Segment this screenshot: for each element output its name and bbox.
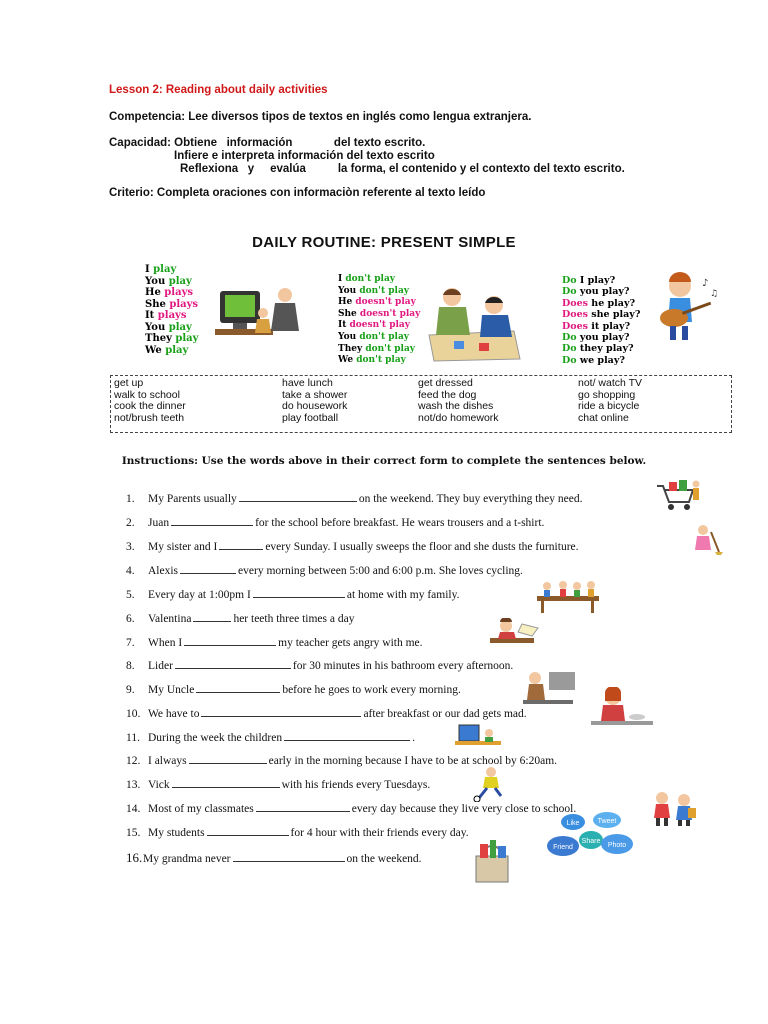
svg-text:♫: ♫ [710, 289, 719, 299]
sentence-start: My students [148, 827, 205, 839]
kids-playing-picture [424, 285, 524, 363]
word-item: get dressed [418, 377, 473, 389]
word-item: walk to school [114, 388, 180, 401]
sentence-end: for the school before breakfast. He wears trousers and a t-shirt. [255, 517, 545, 529]
sentence-start: We have to [148, 708, 200, 720]
question-rest: they play? [579, 343, 634, 355]
verb: don't play [356, 355, 406, 366]
criterio-text: Criterio: Completa oraciones con informaciòn referente al texto leído [109, 187, 486, 199]
auxiliary: Do [562, 275, 577, 286]
sentence-end: . [412, 732, 415, 744]
lesson-title: Lesson 2: Reading about daily activities [109, 84, 328, 96]
que-row [562, 309, 640, 320]
auxiliary: Does [562, 320, 588, 332]
sentence-1 [126, 491, 582, 505]
sentence-start: Valentina [148, 613, 192, 625]
sentence-number: 15. [126, 827, 141, 839]
sentence-end: every day because they live very close to school. [351, 803, 577, 815]
aff-row [145, 345, 198, 357]
pronoun: We [145, 344, 162, 356]
aff-row [145, 287, 198, 299]
svg-text:♪: ♪ [702, 278, 709, 289]
negative-column [338, 274, 420, 367]
verb: don't play [359, 285, 410, 296]
answer-blank[interactable] [201, 706, 361, 717]
sentence-2 [126, 515, 544, 529]
sentence-number: 14. [126, 803, 141, 815]
sentence-number: 2. [126, 517, 135, 529]
word-item: wash the dishes [418, 400, 494, 413]
shopping-cart-picture [655, 478, 700, 512]
boy-guitar-picture [652, 272, 722, 344]
sentence-start: Alexis [148, 565, 179, 577]
que-row [562, 355, 640, 366]
word-column-3 [418, 378, 499, 424]
sentence-start: My Uncle [148, 684, 195, 696]
answer-blank[interactable] [172, 777, 280, 788]
verb: don't play [359, 331, 410, 342]
sentence-number: 1. [126, 493, 135, 505]
sentence-number: 10. [126, 708, 141, 720]
pronoun: She [145, 298, 166, 310]
pronoun: I [338, 274, 343, 284]
sentence-end: for 30 minutes in his bathroom every afternoon. [292, 660, 514, 672]
bubble-friend: Friend [553, 844, 573, 851]
word-item: play football [282, 411, 339, 424]
bubble-tweet: Tweet [597, 818, 617, 825]
auxiliary: Does [562, 309, 588, 321]
aff-row [145, 299, 198, 311]
sentence-number: 7. [126, 637, 135, 649]
sentence-end: every morning between 5:00 and 6:00 p.m. She loves cycling. [238, 565, 523, 577]
aff-row [145, 310, 198, 322]
pronoun: They [145, 333, 172, 344]
word-item: have lunch [282, 377, 333, 389]
sentence-9 [126, 682, 461, 696]
sentence-14 [126, 801, 576, 815]
word-item: not/do homework [418, 411, 499, 424]
homework-picture [488, 618, 544, 652]
word-column-1 [114, 378, 186, 424]
que-row [562, 275, 640, 286]
que-row [562, 286, 640, 297]
sentence-end: before he goes to work every morning. [282, 684, 461, 696]
aff-row [145, 264, 198, 276]
neg-row [338, 320, 420, 332]
family-lunch-picture [533, 580, 603, 614]
washing-dishes-picture [589, 687, 655, 729]
word-box [110, 375, 732, 433]
pronoun: It [338, 320, 347, 331]
verb: plays [157, 310, 187, 321]
sentence-end: her teeth three times a day [233, 613, 355, 625]
sentence-start: Lider [148, 660, 173, 672]
word-item: ride a bicycle [578, 400, 640, 413]
question-rest: I play? [579, 275, 616, 286]
sentence-number: 6. [126, 613, 135, 625]
sentence-number: 13. [126, 779, 141, 791]
sentence-16 [126, 850, 422, 866]
neg-row [338, 274, 420, 286]
bubble-photo: Photo [607, 842, 627, 849]
verb: play [175, 333, 199, 344]
neg-row [338, 332, 420, 344]
verb: doesn't play [355, 297, 416, 308]
verb: play [168, 321, 192, 333]
sentence-start: Every day at 1:00pm I [148, 589, 251, 601]
word-item: cook the dinner [114, 400, 186, 413]
auxiliary: Do [562, 332, 577, 344]
answer-blank[interactable] [256, 801, 350, 812]
word-item: not/ watch TV [578, 377, 643, 389]
neg-row [338, 355, 420, 367]
watching-tv-picture [215, 283, 310, 343]
answer-blank[interactable] [189, 753, 267, 764]
verb: play [153, 264, 177, 275]
question-rest: you play? [579, 332, 630, 344]
sentence-11 [126, 730, 415, 744]
kids-walking-picture [648, 790, 700, 828]
sentence-start: My Parents usually [148, 493, 237, 505]
neg-row [338, 309, 420, 321]
sentence-number: 8. [126, 660, 135, 672]
verb: doesn't play [349, 320, 410, 331]
sentence-number: 16. [126, 850, 143, 865]
sentence-13 [126, 777, 430, 791]
answer-blank[interactable] [193, 611, 231, 622]
question-rest: he play? [591, 297, 636, 309]
auxiliary: Do [562, 354, 577, 366]
sentence-number: 12. [126, 755, 141, 767]
answer-blank[interactable] [253, 587, 345, 598]
sentence-end: at home with my family. [346, 589, 460, 601]
answer-blank[interactable] [233, 851, 345, 862]
housework-picture [519, 668, 579, 708]
pronoun: You [145, 275, 166, 287]
pronoun: We [338, 355, 354, 366]
answer-blank[interactable] [184, 635, 276, 646]
word-item: go shopping [578, 388, 636, 401]
sentence-start: Most of my classmates [148, 803, 254, 815]
answer-blank[interactable] [175, 658, 291, 669]
word-item: do housework [282, 400, 348, 413]
sentence-5 [126, 587, 459, 601]
sentence-end: early in the morning because I have to be at school by 6:20am. [268, 755, 558, 767]
sentence-start: My grandma never [143, 853, 231, 865]
question-rest: you play? [579, 286, 630, 298]
word-item: chat online [578, 411, 629, 424]
answer-blank[interactable] [196, 682, 280, 693]
aff-row [145, 322, 198, 334]
auxiliary: Do [562, 286, 577, 298]
bubble-share: Share [581, 838, 601, 845]
capacidad-line-2: Infiere e interpreta información del texto escrito [174, 150, 435, 162]
neg-row [338, 286, 420, 298]
word-item: take a shower [282, 388, 348, 401]
sentence-start: My sister and I [148, 541, 218, 553]
sentence-number: 5. [126, 589, 135, 601]
aff-row [145, 333, 198, 345]
pronoun: You [145, 321, 166, 333]
neg-row [338, 297, 420, 309]
sentence-end: on the weekend. They buy everything they need. [358, 493, 583, 505]
neg-row [338, 344, 420, 356]
verb: don't play [365, 343, 416, 354]
pronoun: He [145, 287, 161, 298]
word-item: get up [114, 377, 144, 389]
sentence-start: I always [148, 755, 187, 767]
que-row [562, 321, 640, 332]
auxiliary: Do [562, 343, 577, 355]
question-column [562, 275, 640, 366]
pronoun: You [338, 285, 357, 296]
sentence-4 [126, 563, 523, 577]
sentence-number: 11. [126, 732, 140, 744]
verb: plays [169, 298, 199, 310]
sentence-10 [126, 706, 527, 720]
answer-blank[interactable] [239, 491, 357, 502]
pronoun: She [338, 308, 357, 319]
sentence-end: on the weekend. [346, 853, 422, 865]
capacidad-line-3: Reflexiona y evalúa la forma, el contenido y el contexto del texto escrito. [180, 163, 625, 175]
sentence-end: every Sunday. I usually sweeps the floor and she dusts the furniture. [265, 541, 579, 553]
word-item: feed the dog [418, 388, 477, 401]
answer-blank[interactable] [171, 515, 253, 526]
sentence-start: When I [148, 637, 183, 649]
competencia-text: Competencia: Lee diversos tipos de textos en inglés como lengua extranjera. [109, 111, 532, 123]
answer-blank[interactable] [180, 563, 236, 574]
answer-blank[interactable] [219, 539, 263, 550]
que-row [562, 343, 640, 354]
grammar-chart-title: DAILY ROUTINE: PRESENT SIMPLE [252, 234, 516, 251]
sentence-number: 9. [126, 684, 135, 696]
sentence-number: 3. [126, 541, 135, 553]
pronoun: You [338, 331, 357, 342]
affirmative-column [145, 264, 198, 356]
sentence-start: During the week the children [148, 732, 283, 744]
sentence-12 [126, 753, 557, 767]
aff-row [145, 276, 198, 288]
auxiliary: Does [562, 297, 588, 309]
que-row [562, 332, 640, 343]
verb: plays [164, 287, 194, 298]
sentence-3 [126, 539, 579, 553]
sentence-8 [126, 658, 513, 672]
verb: play [168, 275, 192, 287]
verb: doesn't play [359, 308, 421, 319]
pronoun: He [338, 297, 353, 308]
word-column-4 [578, 378, 642, 424]
sentence-end: for 4 hour with their friends every day. [290, 827, 469, 839]
pronoun: I [145, 264, 150, 275]
que-row [562, 298, 640, 309]
sentence-number: 4. [126, 565, 135, 577]
sentence-end: my teacher gets angry with me. [278, 637, 423, 649]
sentence-start: Juan [148, 517, 170, 529]
question-rest: we play? [579, 354, 625, 366]
answer-blank[interactable] [284, 730, 410, 741]
question-rest: she play? [591, 309, 641, 321]
sentence-7 [126, 635, 423, 649]
pronoun: It [145, 310, 155, 321]
word-column-2 [282, 378, 347, 424]
verb: play [165, 344, 189, 356]
sentence-6 [126, 611, 354, 625]
no-tv-picture [453, 723, 505, 751]
word-item: not/brush teeth [114, 411, 185, 424]
social-media-bubbles [545, 812, 637, 862]
instructions-text: Instructions: Use the words above in their correct form to complete the sentences below. [121, 455, 647, 467]
bubble-like: Like [566, 820, 580, 827]
question-rest: it play? [591, 320, 631, 332]
football-picture [469, 766, 509, 802]
sentence-15 [126, 825, 469, 839]
sentence-end: with his friends every Tuesdays. [281, 779, 431, 791]
sentence-end: after breakfast or our dad gets mad. [363, 708, 527, 720]
answer-blank[interactable] [207, 825, 289, 836]
sweeping-picture [689, 524, 725, 556]
pronoun: They [338, 343, 363, 354]
sentence-start: Vick [148, 779, 170, 791]
capacidad-line-1: Capacidad: Obtiene información del texto escrito. [109, 137, 426, 149]
shopping-bags-picture [470, 838, 514, 886]
verb: don't play [345, 274, 396, 284]
